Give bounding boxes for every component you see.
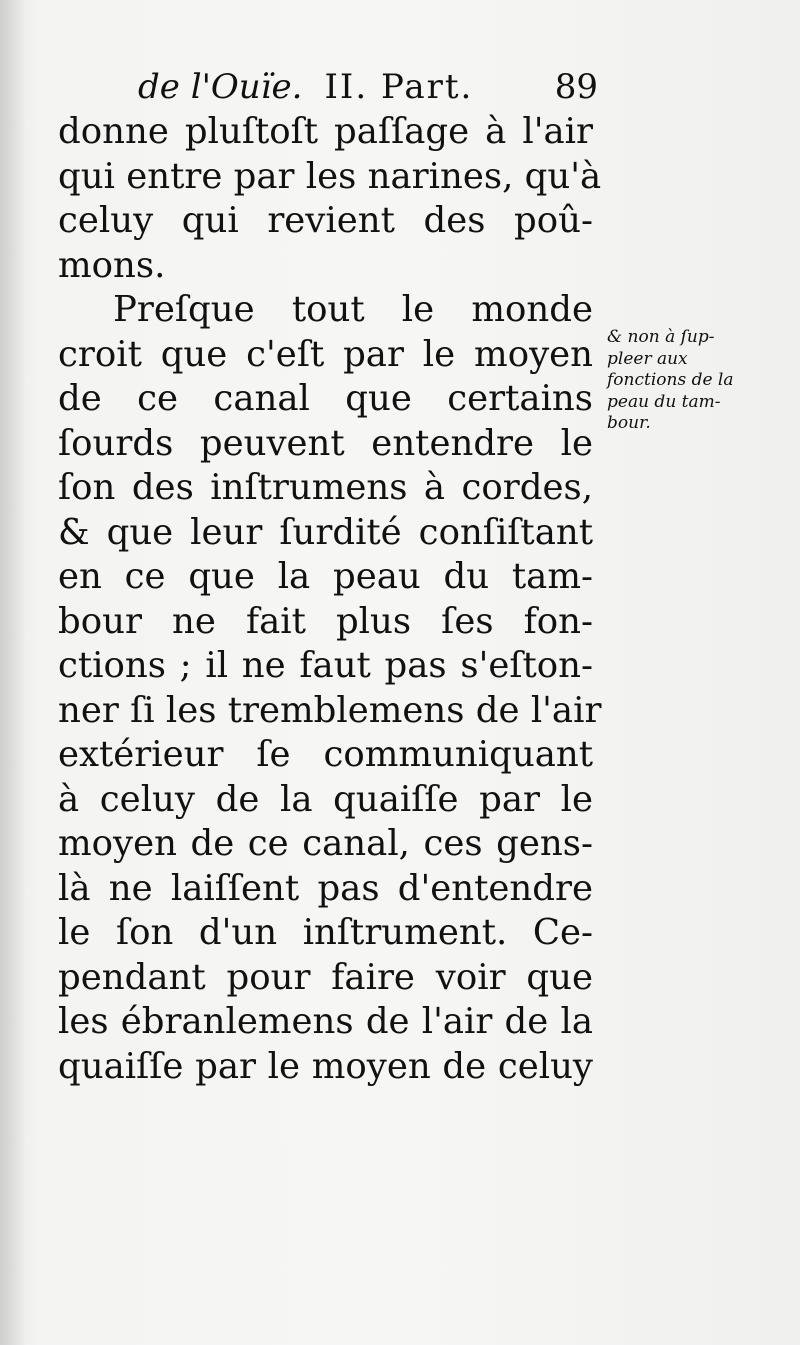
main-text-block	[58, 110, 602, 1089]
marginal-note-line: pleer aux	[607, 348, 688, 369]
text-line: ſon des inſtrumens à cordes,	[58, 467, 593, 508]
page-number: 89	[554, 67, 598, 107]
text-line: mons.	[58, 244, 166, 286]
page-gutter-shadow	[0, 0, 26, 1345]
text-line: le ſon d'un inſtrument. Ce-	[58, 912, 593, 953]
text-line: moyen de ce canal, ces gens-	[58, 823, 593, 864]
text-line: en ce que la peau du tam-	[58, 556, 593, 597]
marginal-note-line: peau du tam-	[607, 391, 721, 412]
marginal-note-line: bour.	[607, 413, 651, 433]
text-line: les ébranlemens de l'air de la	[58, 1001, 593, 1042]
text-line: donne pluſtoſt paſſage à l'air	[58, 111, 593, 152]
marginal-note-line: fonctions de la	[607, 370, 734, 390]
running-title: de l'Ouïe.	[138, 67, 303, 107]
text-line: ctions ; il ne faut pas s'eſton-	[58, 645, 593, 686]
text-line: pendant pour faire voir que	[58, 956, 593, 998]
text-line: & que leur ſurdité conſiſtant	[58, 511, 593, 553]
text-line: de ce canal que certains	[58, 378, 593, 419]
running-header	[138, 62, 598, 112]
text-line: là ne laiſſent pas d'entendre	[58, 867, 593, 909]
text-line: ſourds peuvent entendre le	[58, 422, 593, 464]
marginal-note-line: & non à ſup-	[607, 327, 715, 347]
text-line: celuy qui revient des poû-	[58, 200, 593, 241]
text-line: à celuy de la quaiſſe par le	[58, 778, 593, 820]
text-line: quaiſſe par le moyen de celuy	[58, 1045, 593, 1087]
text-line: ner ſi les tremblemens de l'air	[58, 689, 602, 731]
text-line: qui entre par les narines, qu'à	[58, 155, 602, 197]
text-line: Preſque tout le monde	[113, 289, 593, 330]
text-line: bour ne fait plus ſes fon-	[58, 600, 593, 642]
marginal-note	[607, 327, 777, 435]
part-label: II. Part.	[324, 67, 474, 107]
text-line: extérieur ſe communiquant	[58, 734, 593, 775]
text-line: croit que c'eſt par le moyen	[58, 333, 593, 375]
